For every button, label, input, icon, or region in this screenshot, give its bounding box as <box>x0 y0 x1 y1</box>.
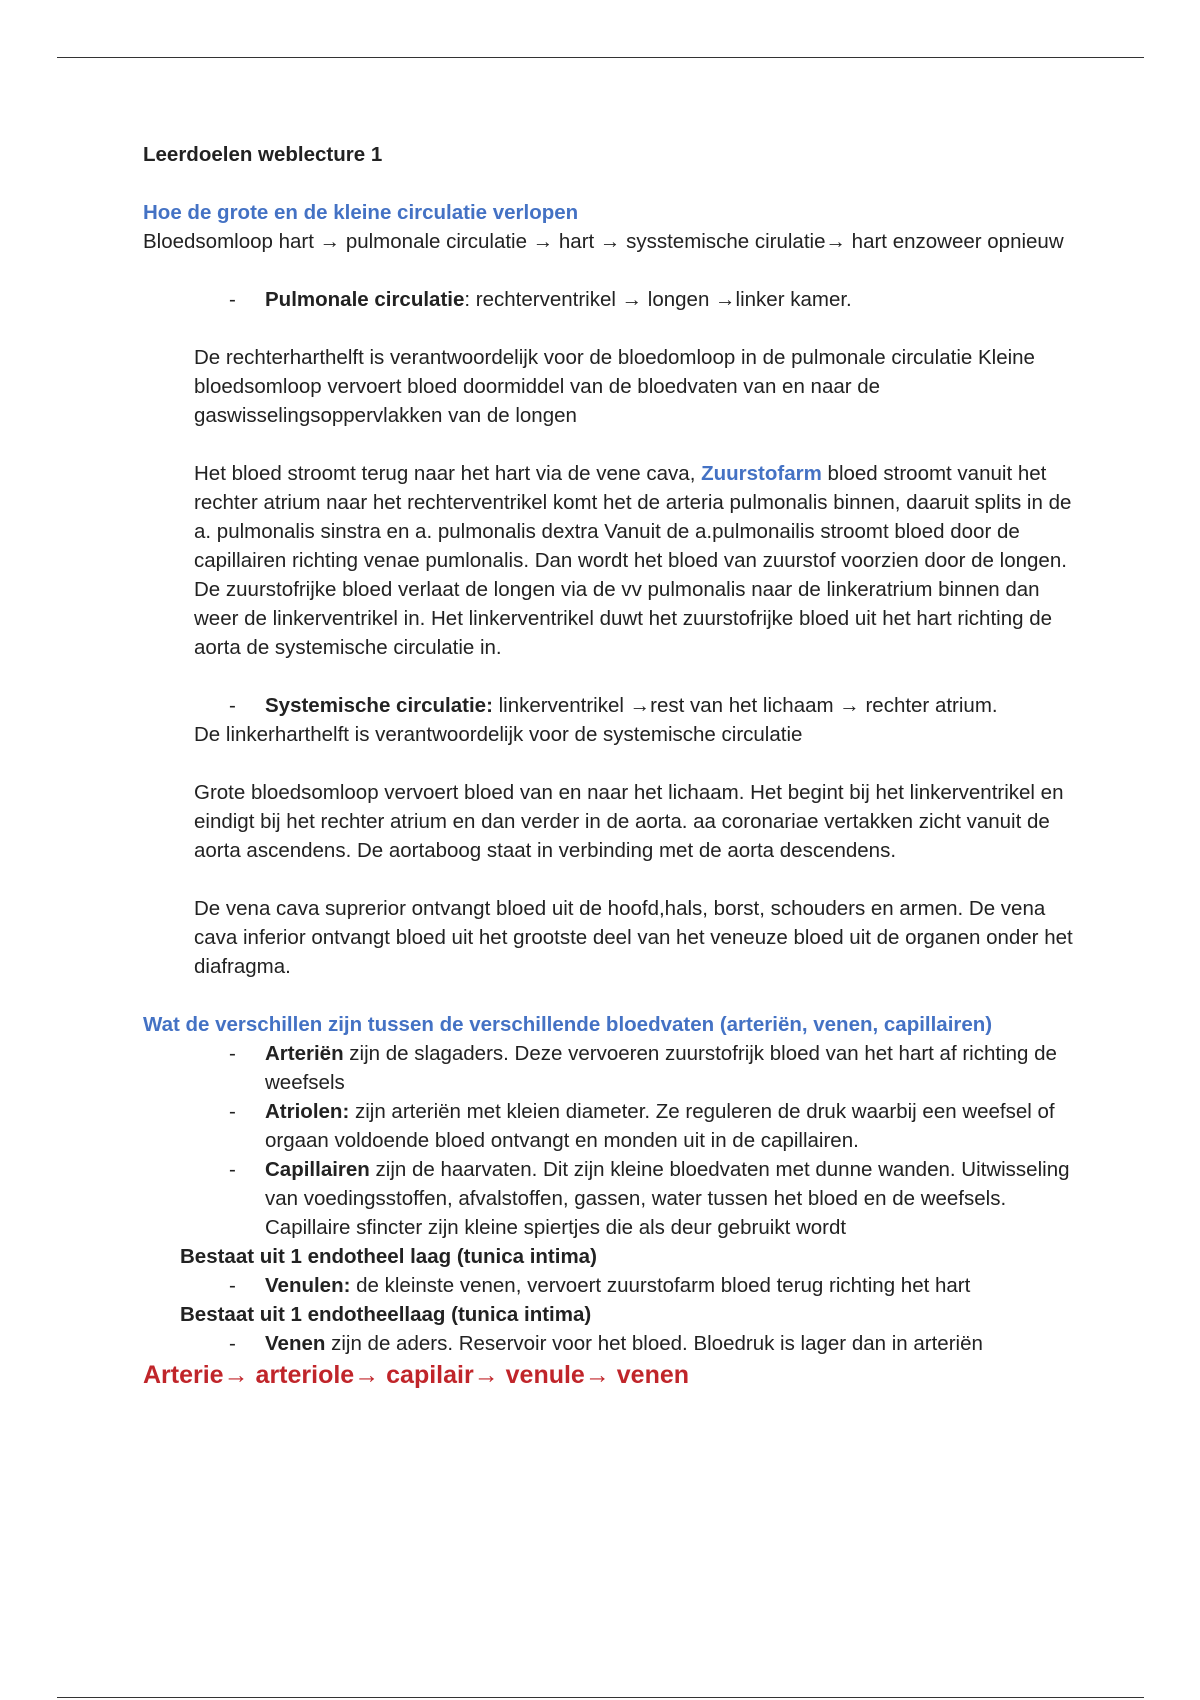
bullet-dash: - <box>229 1332 236 1355</box>
paragraph-right-heart: De rechterharthelft is verantwoordelijk voor de bloedomloop in de pulmonale circulatie Kleine bloedsomloop vervoert bloed doormiddel van de bloedvaten van en naar de gaswisselingsoppervlakken van de longen <box>194 346 1035 427</box>
bullet-capillaries-label: Capillairen <box>265 1158 370 1181</box>
bullet-dash: - <box>229 1100 236 1123</box>
bullet-pulmonary <box>143 285 1073 314</box>
bullet-capillaries-text: zijn de haarvaten. Dit zijn kleine bloedvaten met dunne wanden. Uitwisseling van voedingsstoffen, afvalstoffen, gassen, water tussen het bloed en de weefsels. Capillaire sfincter zijn kleine spiertjes die als deur gebruikt wordt <box>265 1158 1070 1239</box>
bullet-veins-text: zijn de aders. Reservoir voor het bloed. Bloedruk is lager dan in arteriën <box>325 1332 983 1355</box>
bullet-capillaries <box>143 1155 1073 1242</box>
bullet-arterioles-text: zijn arteriën met kleien diameter. Ze reguleren de druk waarbij een weefsel of orgaan voldoende bloed ontvangt en monden uit in de capillairen. <box>265 1100 1055 1152</box>
bullet-dash: - <box>229 1158 236 1181</box>
footer-rule <box>57 1697 1144 1698</box>
bullet-arteries <box>143 1039 1073 1097</box>
vessel-sequence-summary: Arterie→ arteriole→ capilair→ venule→ venen <box>143 1361 690 1389</box>
bullet-dash: - <box>229 694 236 717</box>
note-endothelium-1: Bestaat uit 1 endotheel laag (tunica intima) <box>180 1245 597 1268</box>
page-title: Leerdoelen weblecture 1 <box>143 143 383 166</box>
highlight-zuurstofarm: Zuurstofarm <box>701 462 822 485</box>
bullet-veins <box>143 1329 1073 1358</box>
bullet-systemic-label: Systemische circulatie: <box>265 694 493 717</box>
bullet-dash: - <box>229 1274 236 1297</box>
paragraph-left-heart: De linkerharthelft is verantwoordelijk voor de systemische circulatie <box>194 723 803 746</box>
bullet-dash: - <box>229 1042 236 1065</box>
paragraph-blood-flow-end: bloed stroomt vanuit het rechter atrium naar het rechterventrikel komt het de arteria pulmonalis binnen, daaruit splits in de a. pulmonalis sinstra en a. pulmonalis dextra Vanuit de a.pulmonailis stroomt bloed door de capillairen richting venae pumlonalis. Dan wordt het bloed van zuurstof voorzien door de longen. <box>194 462 1072 572</box>
bullet-veins-label: Venen <box>265 1332 326 1355</box>
document-body <box>143 140 1073 1392</box>
bullet-pulmonary-label: Pulmonale circulatie <box>265 288 465 311</box>
bullet-arteries-label: Arteriën <box>265 1042 344 1065</box>
paragraph-great-circulation: Grote bloedsomloop vervoert bloed van en naar het lichaam. Het begint bij het linkerventrikel en eindigt bij het rechter atrium en dan verder in de aorta. aa coronariae vertakken zicht vanuit de aorta ascendens. De aortaboog staat in verbinding met de aorta descendens. <box>194 781 1064 862</box>
bullet-systemic <box>143 691 1073 720</box>
paragraph-blood-flow <box>194 459 1073 575</box>
bullet-dash: - <box>229 288 236 311</box>
bullet-arterioles-label: Atriolen: <box>265 1100 350 1123</box>
note-endothelium-2: Bestaat uit 1 endotheellaag (tunica intima) <box>180 1303 592 1326</box>
bullet-pulmonary-text: : rechterventrikel → longen →linker kamer. <box>464 288 852 311</box>
section-heading-vessels: Wat de verschillen zijn tussen de verschillende bloedvaten (arteriën, venen, capillairen) <box>143 1013 993 1036</box>
section-heading-circulation: Hoe de grote en de kleine circulatie verlopen <box>143 201 579 224</box>
header-rule <box>57 57 1144 58</box>
bullet-arterioles <box>143 1097 1073 1155</box>
bullet-venules-text: de kleinste venen, vervoert zuurstofarm bloed terug richting het hart <box>350 1274 971 1297</box>
bullet-venules <box>143 1271 1073 1300</box>
bullet-arteries-text: zijn de slagaders. Deze vervoeren zuurstofrijk bloed van het hart af richting de weefsels <box>265 1042 1057 1094</box>
bullet-systemic-text: linkerventrikel →rest van het lichaam → rechter atrium. <box>492 694 998 717</box>
bullet-venules-label: Venulen: <box>265 1274 351 1297</box>
paragraph-blood-flow-start: Het bloed stroomt terug naar het hart via de vene cava, <box>194 462 702 485</box>
paragraph-oxygen-rich: De zuurstofrijke bloed verlaat de longen via de vv pulmonalis naar de linkeratrium binnen dan weer de linkerventrikel in. Het linkerventrikel duwt het zuurstofrijke bloed uit het hart richting de aorta de systemische circulatie in. <box>194 578 1052 659</box>
circulation-intro: Bloedsomloop hart → pulmonale circulatie → hart → sysstemische cirulatie→ hart enzoweer opnieuw <box>143 230 1064 253</box>
paragraph-vena-cava: De vena cava suprerior ontvangt bloed uit de hoofd,hals, borst, schouders en armen. De vena cava inferior ontvangt bloed uit het grootste deel van het veneuze bloed uit de organen onder het diafragma. <box>194 897 1073 978</box>
